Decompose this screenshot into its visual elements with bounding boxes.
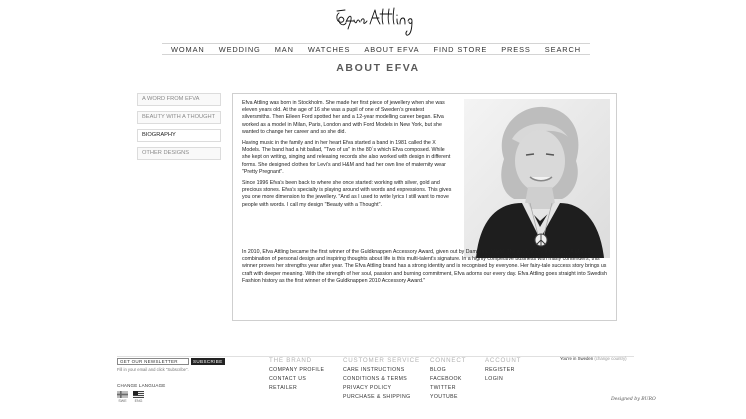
footer-link-company-profile[interactable]: COMPANY PROFILE — [269, 367, 325, 373]
page-title: ABOUT EFVA — [336, 62, 420, 74]
efva-attling-logo[interactable] — [333, 5, 423, 39]
footer-link-register[interactable]: REGISTER — [485, 367, 515, 373]
footer-link-twitter[interactable]: TWITTER — [430, 385, 456, 391]
portrait-image — [464, 99, 610, 258]
nav-press[interactable]: PRESS — [501, 44, 531, 54]
footer-column-the-brand — [269, 357, 324, 393]
language-selector — [117, 391, 144, 403]
subnav-biography[interactable]: BIOGRAPHY — [137, 129, 221, 142]
footer-link-retailer[interactable]: RETAILER — [269, 385, 298, 391]
language-swe[interactable] — [117, 391, 128, 403]
bio-paragraph: Efva Attling was born in Stockholm. She made her first piece of jewellery when she was eleven years old. At the age of 16 she was a pupil of one of Sweden’s greatest silversmiths. Then Eileen Ford spotted her and a 12-year modelling career began. Efva worked as a model in Milan, Paris, London and with Ford Models in New York, but she wanted to change her career and so she did. — [242, 100, 445, 135]
footer-column-connect — [430, 357, 466, 402]
nav-about-efva[interactable]: ABOUT EFVA — [364, 44, 420, 54]
newsletter-email-input[interactable] — [117, 358, 189, 365]
country-indicator — [560, 356, 627, 361]
nav-find-store[interactable]: FIND STORE — [433, 44, 488, 54]
bio-paragraph-award: In 2010, Efva Attling became the first winner of the Guldknappen Accessory Award, given out by Damernas Värld. The jury’s motivation was: "A glorious combination of personal design and inspiring thoughts about life is this multi-talent’s signature. In a highly competitive business with many contenders, this winner proves her strengths year after year. The Efva Attling brand has a strong identity and is recognised by everyone. Her fairy-tale success story brings us craft with deeper meaning. With the strength of her soul, passion and burning commitment, Efva adorns our every day. Efva Attling goes straight into Swedish Fashion history as the first winner of the Guldknappen 2010 Accessory Award." — [242, 249, 607, 284]
footer-link-login[interactable]: LOGIN — [485, 376, 504, 382]
country-text: You're in Sweden — [560, 356, 594, 361]
footer-link-privacy-policy[interactable]: PRIVACY POLICY — [343, 385, 392, 391]
usa-flag-icon — [133, 391, 144, 398]
footer-link-youtube[interactable]: YOUTUBE — [430, 394, 458, 400]
footer-heading: THE BRAND — [269, 357, 312, 364]
subnav-other-designs[interactable]: OTHER DESIGNS — [137, 147, 221, 160]
language-code: ENG — [134, 399, 143, 403]
nav-wedding[interactable]: WEDDING — [218, 44, 261, 54]
subscribe-button[interactable]: SUBSCRIBE — [193, 359, 223, 364]
design-credit[interactable]: Designed by BURO — [611, 397, 656, 402]
change-country-link[interactable]: (change country) — [594, 356, 627, 361]
footer-column-customer-service — [343, 357, 420, 402]
footer-link-purchase-shipping[interactable]: PURCHASE & SHIPPING — [343, 394, 411, 400]
signature-logo-icon — [333, 5, 423, 39]
footer-link-facebook[interactable]: FACEBOOK — [430, 376, 462, 382]
footer-link-care-instructions[interactable]: CARE INSTRUCTIONS — [343, 367, 405, 373]
change-language-label: CHANGE LANGUAGE — [117, 383, 166, 388]
language-eng[interactable] — [133, 391, 144, 403]
bio-paragraph: Having music in the family and in her heart Efva started a band in 1981 called the X Models. The band had a hit ballad, "Two of us" in the 80´s which Efva composed. While she kept on writing, singing and releasing records she also worked with design in different forms. She designed clothes for Levi’s and H&M and had her own line of maternity wear "Pretty Pregnant". — [242, 140, 451, 175]
footer-link-contact-us[interactable]: CONTACT US — [269, 376, 307, 382]
footer-heading: ACCOUNT — [485, 357, 522, 364]
footer-column-account — [485, 357, 521, 384]
about-subnav — [137, 93, 221, 165]
biography-panel — [232, 93, 617, 321]
nav-watches[interactable]: WATCHES — [307, 44, 351, 54]
footer-link-conditions-terms[interactable]: CONDITIONS & TERMS — [343, 376, 408, 382]
newsletter-hint: Fill in your email and click "Subscribe". — [117, 367, 189, 372]
footer-heading: CONNECT — [430, 357, 467, 364]
subnav-beauty-with-a-thought[interactable]: BEAUTY WITH A THOUGHT — [137, 111, 221, 124]
efva-portrait-photo — [464, 99, 610, 258]
nav-woman[interactable]: WOMAN — [171, 44, 205, 54]
biography-text — [242, 100, 454, 213]
bio-paragraph: Since 1996 Efva’s been back to where she once started: working with silver, gold and precious stones. Efva’s specialty is playing around with words and expressions. This gives you one more dimension to the jewellery. "And as I used to write lyrics I still want to move people with words. I call my design "Beauty with a Thought". — [242, 180, 452, 208]
language-code: SWE — [118, 399, 127, 403]
sweden-flag-icon — [117, 391, 128, 398]
footer-link-blog[interactable]: BLOG — [430, 367, 447, 373]
footer-heading: CUSTOMER SERVICE — [343, 357, 420, 364]
main-navigation — [162, 43, 590, 55]
nav-search[interactable]: SEARCH — [544, 44, 581, 54]
subnav-a-word-from-efva[interactable]: A WORD FROM EFVA — [137, 93, 221, 106]
nav-man[interactable]: MAN — [274, 44, 294, 54]
newsletter-signup — [117, 358, 227, 372]
